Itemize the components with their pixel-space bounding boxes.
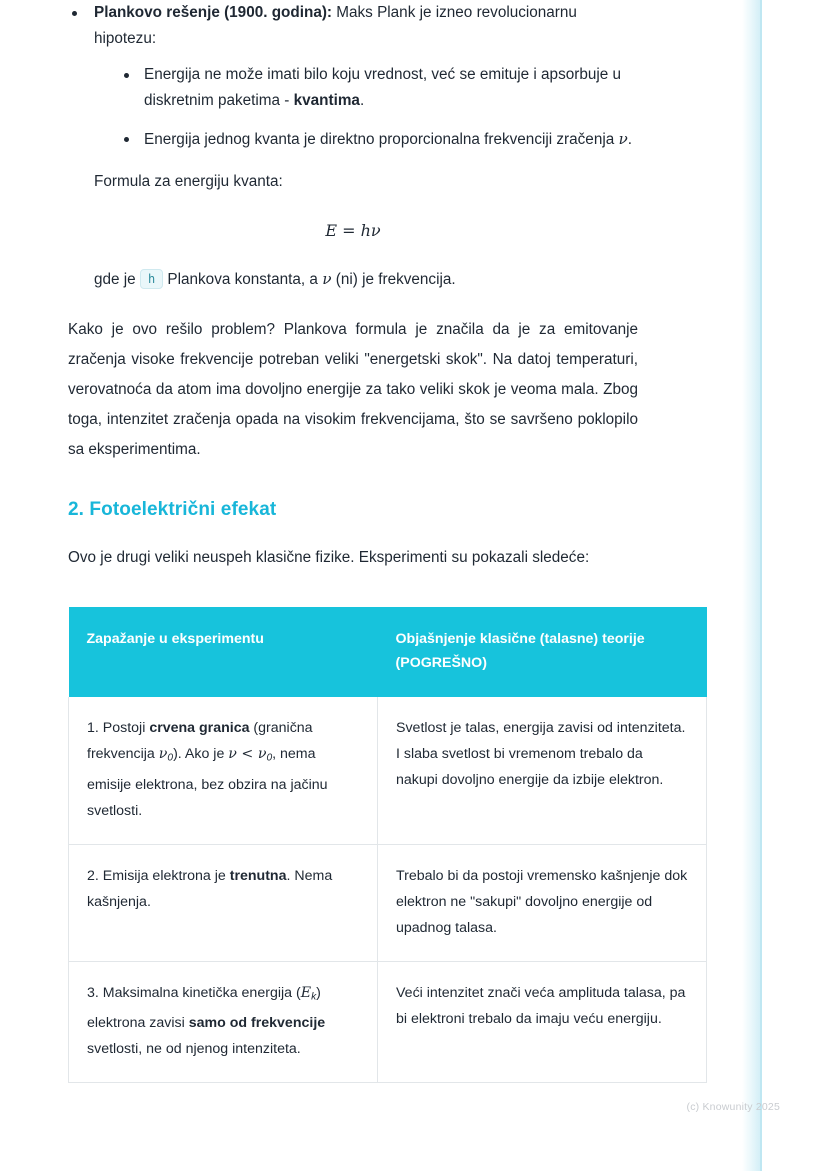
table-cell-classical-2: Trebalo bi da postoji vremensko kašnjenje dok elektron ne "sakupi" dovoljno energije od upadnog talasa. <box>378 844 707 961</box>
table-row <box>69 844 707 961</box>
right-rail <box>742 0 828 1171</box>
section-heading-photoelectric: 2. Fotoelektrični efekat <box>68 499 277 520</box>
planck-constant-chip: h <box>140 269 163 289</box>
main-bullet-list <box>68 0 638 153</box>
comparison-table-wrapper <box>68 607 688 1083</box>
table-cell-observation-2 <box>69 844 378 961</box>
row3-seg3: svetlosti, ne od njenog intenziteta. <box>87 1041 301 1058</box>
sub-bullet-2-part2: . <box>627 131 633 148</box>
paragraph-explanation: Kako je ovo rešilo problem? Plankova formula je značila da je za emitovanje zračenja visoke frekvencije potreban veliki "energetski skok". Na datoj temperaturi, verovatnoća da atom ima dovoljno energije za tako veliki skok je veoma mala. Zbog toga, intenzitet zračenja opada na visokim frekvencijama, što se savršeno poklopilo sa eksperimentima. <box>68 321 638 458</box>
main-bullet-item <box>68 0 638 153</box>
sub-bullet-item-1 <box>120 62 638 114</box>
table-header-row <box>69 607 707 697</box>
table-cell-observation-1 <box>69 697 378 844</box>
table-row <box>69 697 707 844</box>
formula-note <box>94 266 638 293</box>
scrollbar-track[interactable] <box>760 0 762 1171</box>
row3-bold1: samo od frekvencije <box>188 1015 326 1032</box>
sub-bullet-2-part1: Energija jednog kvanta je direktno proporcionalna frekvenciji zračenja <box>144 131 619 148</box>
paragraph-intro-photoelectric: Ovo je drugi veliki neuspeh klasične fizike. Eksperimenti su pokazali sledeće: <box>68 549 590 566</box>
sub-bullet-1-part2: . <box>359 92 365 109</box>
sub-bullet-1-bold: kvantima <box>293 92 360 109</box>
copyright-footer: (c) Knowunity 2025 <box>686 1101 780 1113</box>
sub-bullet-1-part1: Energija ne može imati bilo koju vrednost, već se emituje i apsorbuje u diskretnim paketima - <box>144 66 621 109</box>
row1-bold1: crvena granica <box>149 720 250 736</box>
table-row <box>69 961 707 1083</box>
row3-seg2: ) elektrona zavisi <box>87 984 321 1032</box>
table-header-classical: Objašnjenje klasične (talasne) teorije (POGREŠNO) <box>378 607 707 697</box>
nu-variable: ν <box>322 270 332 288</box>
row2-seg1: 2. Emisija elektrona je <box>87 867 230 884</box>
formula-note-after: (ni) je frekvencija. <box>335 271 456 288</box>
energy-subscript: k <box>311 991 317 1003</box>
table-cell-classical-3: Veći intenzitet znači veća amplituda talasa, pa bi elektroni trebalo da imaju veću energiju. <box>378 961 707 1083</box>
nu-variable: ν <box>228 746 237 762</box>
formula-note-before: gde je <box>94 271 136 288</box>
row1-seg5: , nema emisije elektrona, bez obzira na jačinu svetlosti. <box>87 746 328 819</box>
nu-subscript: 0 <box>167 752 174 764</box>
comparison-table <box>68 607 707 1083</box>
nu-variable: ν <box>257 746 267 762</box>
table-header-observation: Zapažanje u eksperimentu <box>69 607 378 697</box>
main-bullet-lead: Plankovo rešenje (1900. godina): <box>94 4 333 21</box>
energy-variable: E <box>300 984 312 1001</box>
table-cell-observation-3 <box>69 961 378 1083</box>
row3-seg1: 3. Maksimalna kinetička energija ( <box>87 984 301 1001</box>
row1-lessthan: < <box>236 746 258 762</box>
energy-formula: E = hν <box>325 221 381 240</box>
nu-subscript: 0 <box>266 752 273 764</box>
formula-intro: Formula za energiju kvanta: <box>94 173 283 190</box>
row1-seg1: 1. Postoji <box>87 720 150 736</box>
row1-seg2: (granična frekvencija <box>87 720 313 762</box>
sub-bullet-list <box>94 62 638 153</box>
sub-bullet-item-2 <box>120 126 638 153</box>
row2-bold1: trenutna <box>229 867 287 884</box>
row2-seg2: . Nema kašnjenja. <box>87 867 333 910</box>
main-bullet-rest: Maks Plank je izneo revolucionarnu hipotezu: <box>94 4 577 47</box>
table-cell-classical-1: Svetlost je talas, energija zavisi od intenziteta. I slaba svetlost bi vremenom trebalo da nakupi dovoljno energije da izbije elektron. <box>378 697 707 844</box>
document-content <box>68 0 688 1083</box>
rail-gradient <box>742 0 760 1171</box>
row1-seg3: ). Ako je <box>173 746 229 762</box>
formula-note-middle: Plankova konstanta, a <box>167 271 318 288</box>
table-body <box>69 697 707 1083</box>
nu-variable: ν <box>618 130 628 148</box>
table-head <box>69 607 707 697</box>
nu-variable: ν <box>158 746 168 762</box>
